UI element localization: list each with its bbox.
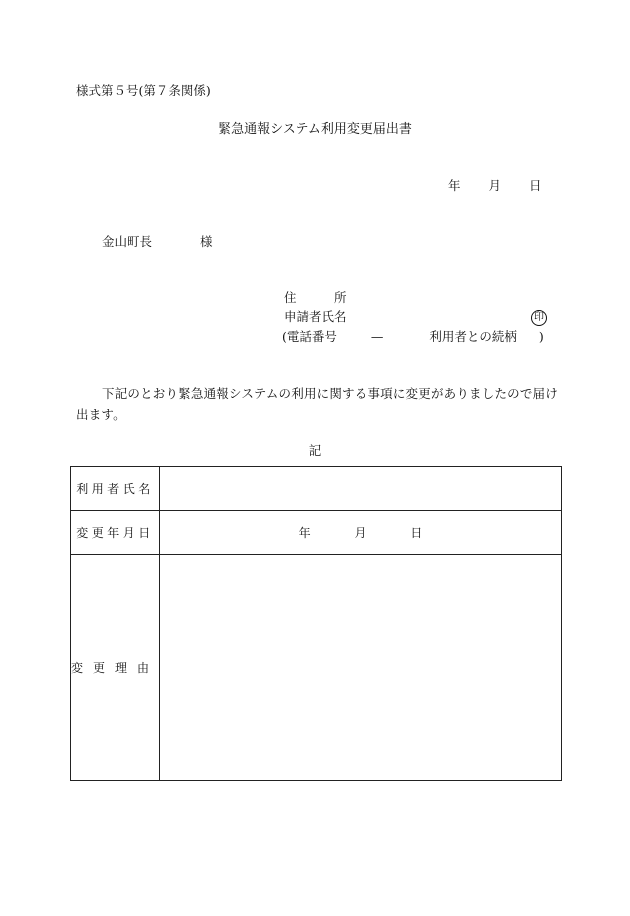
user-name-field[interactable] (160, 467, 562, 511)
form-table (70, 466, 562, 781)
recipient (102, 236, 213, 249)
recipient-honorific: 様 (200, 234, 213, 249)
change-date-day: 日 (410, 526, 423, 540)
phone-relation-line (282, 331, 544, 344)
change-date-field[interactable] (160, 511, 562, 555)
applicant-name-label: 申請者氏名 (284, 309, 347, 324)
date-day-label: 日 (529, 178, 542, 193)
user-name-label: 利用者氏名 (71, 467, 160, 511)
table-row-change-date (71, 511, 562, 555)
date-month-label: 月 (488, 178, 502, 193)
change-date-year: 年 (298, 526, 311, 540)
submission-date (448, 180, 542, 193)
change-reason-field[interactable] (160, 555, 562, 781)
date-year-label: 年 (448, 178, 461, 193)
change-date-label: 変更年月日 (71, 511, 160, 555)
table-row-change-reason (71, 555, 562, 781)
phone-dash: — (370, 329, 384, 344)
change-reason-label: 変更理由 (71, 555, 160, 781)
ki-heading: 記 (308, 443, 322, 458)
document-title: 緊急通報システム利用変更届出書 (218, 122, 412, 137)
close-paren: ) (538, 329, 544, 344)
address-label: 住 所 (284, 290, 347, 305)
seal-mark: 印 (531, 310, 547, 326)
phone-label: (電話番号 (282, 329, 337, 344)
recipient-name: 金山町長 (102, 234, 153, 249)
form-number: 様式第５号(第７条関係) (76, 83, 211, 98)
relation-label: 利用者との続柄 (429, 329, 517, 344)
table-row-user-name (71, 467, 562, 511)
body-paragraph: 下記のとおり緊急通報システムの利用に関する事項に変更がありましたので届け出ます。 (76, 386, 558, 422)
change-date-month: 月 (354, 526, 367, 540)
